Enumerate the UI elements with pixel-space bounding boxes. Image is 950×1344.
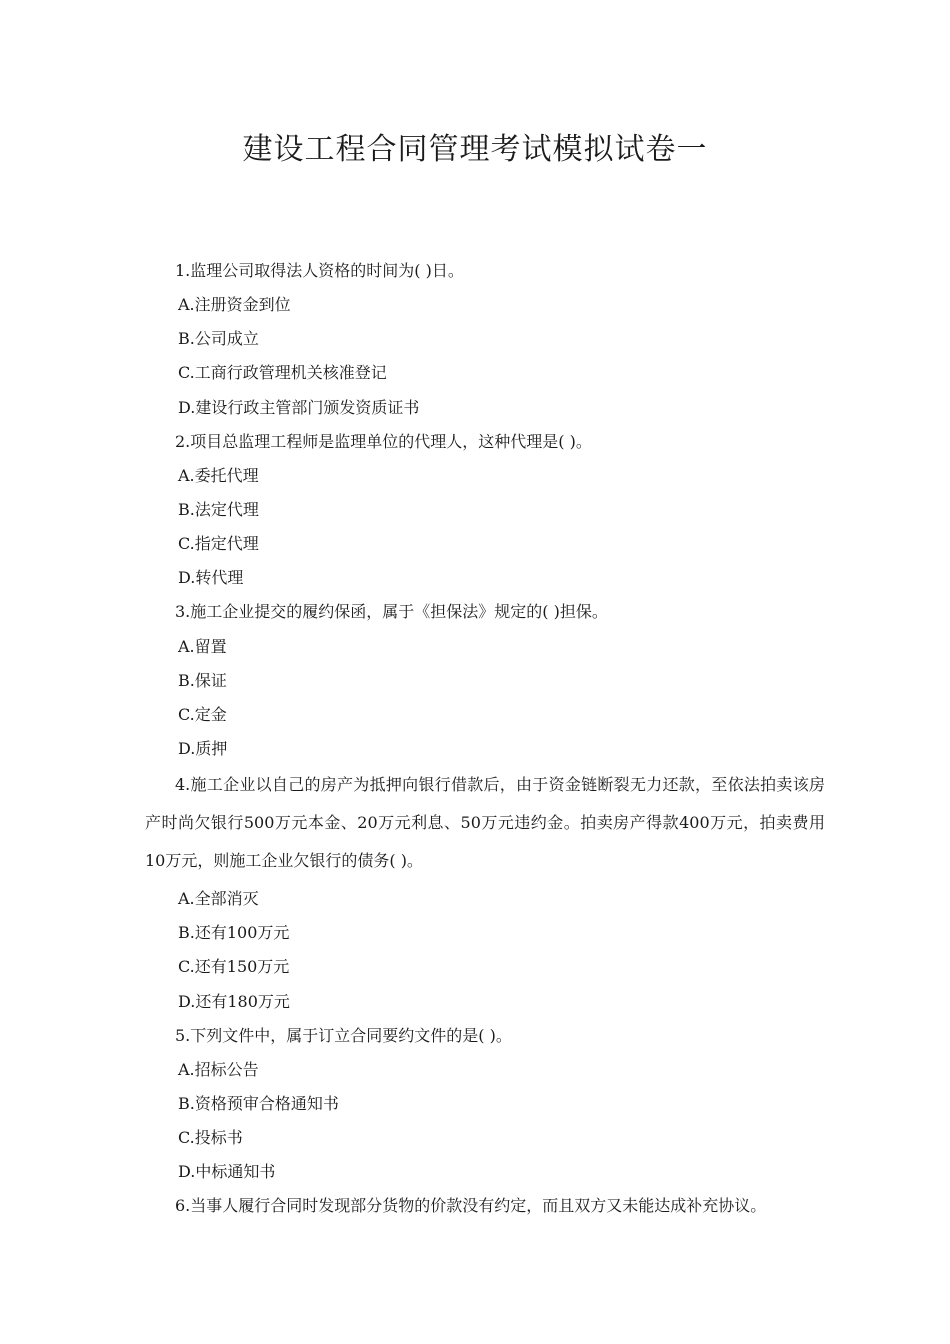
question-option: B.公司成立 <box>178 329 259 349</box>
question-option: A.委托代理 <box>178 465 259 485</box>
question-option: C.投标书 <box>178 1128 243 1148</box>
question-option: D.质押 <box>178 738 228 758</box>
question-stem: 5.下列文件中，属于订立合同要约文件的是( )。 <box>175 1025 512 1045</box>
question-option: B.资格预审合格通知书 <box>178 1093 339 1113</box>
question-option: B.保证 <box>178 670 227 690</box>
question-stem: 3.施工企业提交的履约保函，属于《担保法》规定的( )担保。 <box>175 602 608 622</box>
question-option: A.全部消灭 <box>178 889 259 909</box>
question-stem: 2.项目总监理工程师是监理单位的代理人，这种代理是( )。 <box>175 431 592 451</box>
document-title: 建设工程合同管理考试模拟试卷一 <box>242 132 708 167</box>
question-option: A.招标公告 <box>178 1059 259 1079</box>
question-stem: 4.施工企业以自己的房产为抵押向银行借款后，由于资金链断裂无力还款，至依法拍卖该房产时尚欠银行500万元本金、20万元利息、50万元违约金。拍卖房产得款400万元，拍卖费用10万元，则施工企业欠银行的债务( )。 <box>145 775 825 871</box>
question-option: D.转代理 <box>178 568 244 588</box>
question-option: D.还有180万元 <box>178 991 290 1011</box>
question-stem: 1.监理公司取得法人资格的时间为( )日。 <box>175 261 464 280</box>
question-option: A.注册资金到位 <box>178 295 291 315</box>
question-option: C.定金 <box>178 704 227 724</box>
question-option: B.法定代理 <box>178 499 259 519</box>
question-option: C.还有150万元 <box>178 957 290 977</box>
question-list <box>145 254 825 1224</box>
question-option: D.中标通知书 <box>178 1162 276 1182</box>
question-option: B.还有100万元 <box>178 923 290 943</box>
question-option: D.建设行政主管部门颁发资质证书 <box>178 397 420 417</box>
question-option: C.工商行政管理机关核准登记 <box>178 363 387 383</box>
question-stem: 6.当事人履行合同时发现部分货物的价款没有约定，而且双方又未能达成补充协议。 <box>175 1196 767 1216</box>
question-option: A.留置 <box>178 636 227 656</box>
question-option: C.指定代理 <box>178 534 259 554</box>
